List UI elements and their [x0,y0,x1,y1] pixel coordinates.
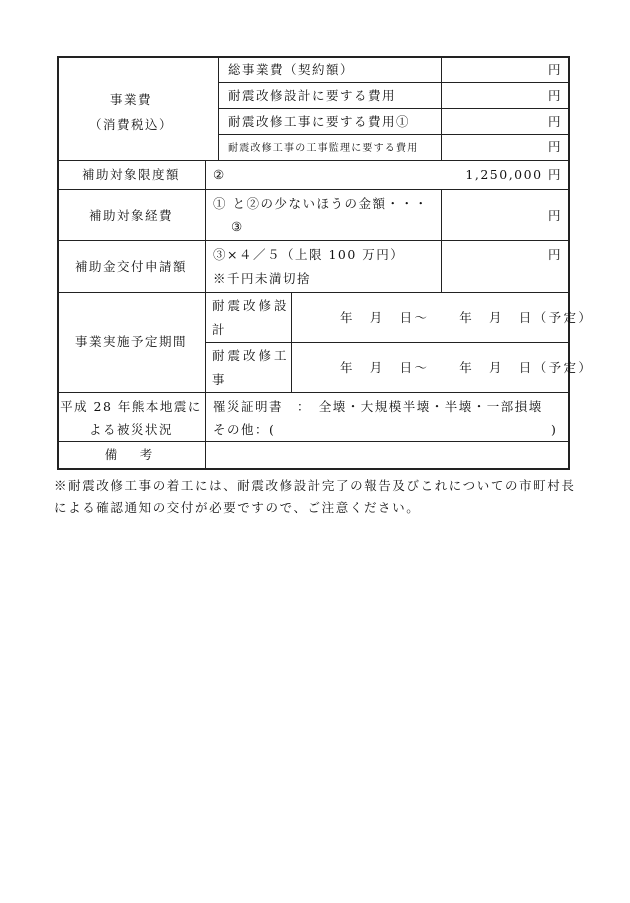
footnote: ※耐震改修工事の着工には、耐震改修設計完了の報告及びこれについての市町村長による確認通知の交付が必要ですので、ご注意ください。 [54,478,576,515]
row-divider [57,292,570,293]
row-divider [218,108,570,109]
row-divider [57,240,570,241]
row-divider [218,82,570,83]
limit-mark: ② [213,167,226,182]
design-cost-value: 円 [547,88,562,103]
jigyouhi-label: 事業費 [109,92,152,107]
row-divider [57,189,570,190]
row-divider [57,441,570,442]
supervision-cost-value: 円 [547,139,562,154]
limit-label: 補助対象限度額 [81,167,180,182]
damage-other-prefix: その他：( [213,422,276,437]
row-divider [218,134,570,135]
design-period-label-cont: 計 [212,322,227,337]
damage-label: 平成 28 年熊本地震に [60,399,202,414]
application-amount-line1: ③×４／５（上限 100 万円） [213,247,405,262]
jigyouhi-tax-label: （消費税込） [88,117,173,132]
application-amount-line2: ※千円未満切捨 [213,271,312,286]
period-label: 事業実施予定期間 [74,334,187,349]
column-divider [218,56,219,160]
supervision-cost-label: 耐震改修工事の工事監理に要する費用 [228,143,419,154]
remarks-label: 備 考 [104,447,158,462]
limit-amount: 1,250,000 円 [465,167,562,182]
eligible-cost-unit: 円 [547,208,562,223]
application-amount-label: 補助金交付申請額 [74,259,187,274]
damage-label-cont: よる被災状況 [88,422,173,437]
design-period-dates: 年 月 日～ 年 月 日（予定） [340,310,594,325]
total-cost-label: 総事業費（契約額） [228,62,355,77]
design-cost-label: 耐震改修設計に要する費用 [228,88,397,103]
work-period-label: 耐震改修工 [212,348,290,363]
disaster-certificate-options: 罹災証明書 ： 全壊・大規模半壊・半壊・一部損壊 [213,399,543,414]
column-divider [441,56,442,160]
damage-other-suffix: ) [551,422,558,437]
work-cost-value: 円 [547,114,562,129]
row-divider [57,160,570,161]
application-amount-unit: 円 [547,247,562,262]
design-period-label: 耐震改修設 [212,298,290,313]
eligible-cost-line2: ③ [231,219,244,234]
eligible-cost-label: 補助対象経費 [88,208,173,223]
eligible-cost-line1: ① と②の少ないほうの金額・・・ [213,196,429,211]
column-divider [291,292,292,392]
total-cost-value: 円 [547,62,562,77]
column-divider [205,160,206,470]
work-period-dates: 年 月 日～ 年 月 日（予定） [340,360,594,375]
row-divider [205,342,570,343]
row-divider [57,392,570,393]
work-cost-label: 耐震改修工事に要する費用① [228,114,411,129]
work-period-label-cont: 事 [212,372,227,387]
column-divider [441,189,442,292]
